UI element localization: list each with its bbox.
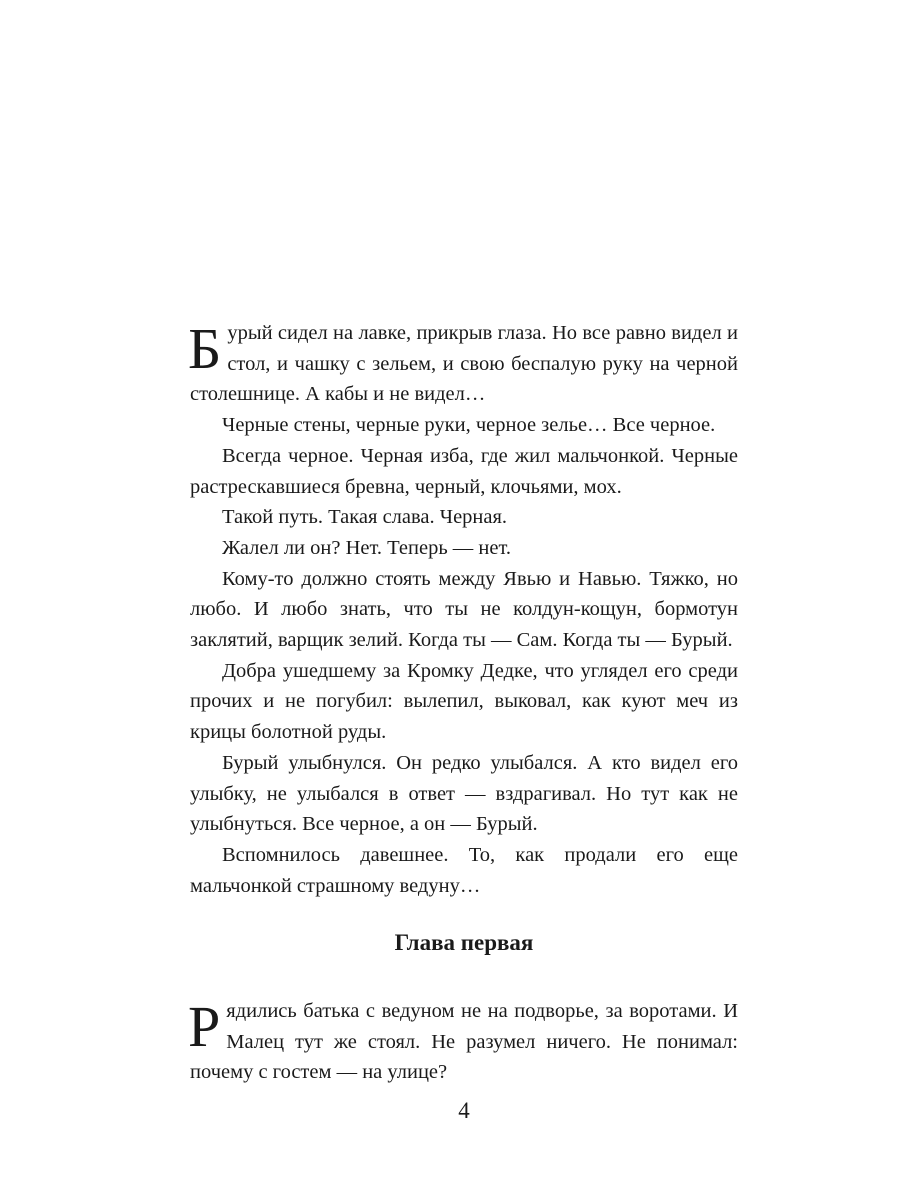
paragraph: Жалел ли он? Нет. Теперь — нет. [222, 536, 512, 559]
drop-cap: Б [188, 316, 222, 381]
paragraph: Черные стены, черные руки, черное зелье… Все черное. [222, 414, 716, 437]
paragraph: Всегда черное. Черная изба, где жил мальчонкой. Черные растрескавшиеся бревна, черный, клочьями, мох. [190, 444, 738, 498]
paragraph-text: ядились батька с ведуном не на подворье, за воротами. И Малец тут же стоял. Не разумел ничего. Не понимал: почему с гостем — на улице? [190, 1000, 738, 1084]
paragraph-text: урый сидел на лавке, прикрыв глаза. Но все равно видел и стол, и чашку с зельем, и свою беспалую руку на черной столешнице. А кабы и не видел… [190, 322, 738, 406]
paragraph: Вспомнилось давешнее. То, как продали его еще мальчонкой страшному ведуну… [190, 843, 738, 897]
paragraph [190, 318, 738, 410]
drop-cap: Р [188, 994, 221, 1059]
page-number: 4 [458, 1098, 470, 1123]
chapter-title: Глава первая [394, 930, 534, 955]
chapter-text [190, 996, 738, 1088]
prologue-text [190, 318, 738, 901]
paragraph: Добра ушедшему за Кромку Дедке, что углядел его среди прочих и не погубил: вылепил, выковал, как куют меч из крицы болотной руды. [190, 659, 738, 744]
paragraph: Кому-то должно стоять между Явью и Навью. Тяжко, но любо. И любо знать, что ты не колдун-кощун, бормотун заклятий, варщик зелий. Когда ты — Сам. Когда ты — Бурый. [190, 567, 738, 652]
paragraph: Такой путь. Такая слава. Черная. [222, 506, 508, 529]
paragraph [190, 996, 738, 1088]
paragraph: Бурый улыбнулся. Он редко улыбался. А кто видел его улыбку, не улыбался в ответ — вздрагивал. Но тут как не улыбнуться. Все черное, а он — Бурый. [190, 751, 738, 836]
